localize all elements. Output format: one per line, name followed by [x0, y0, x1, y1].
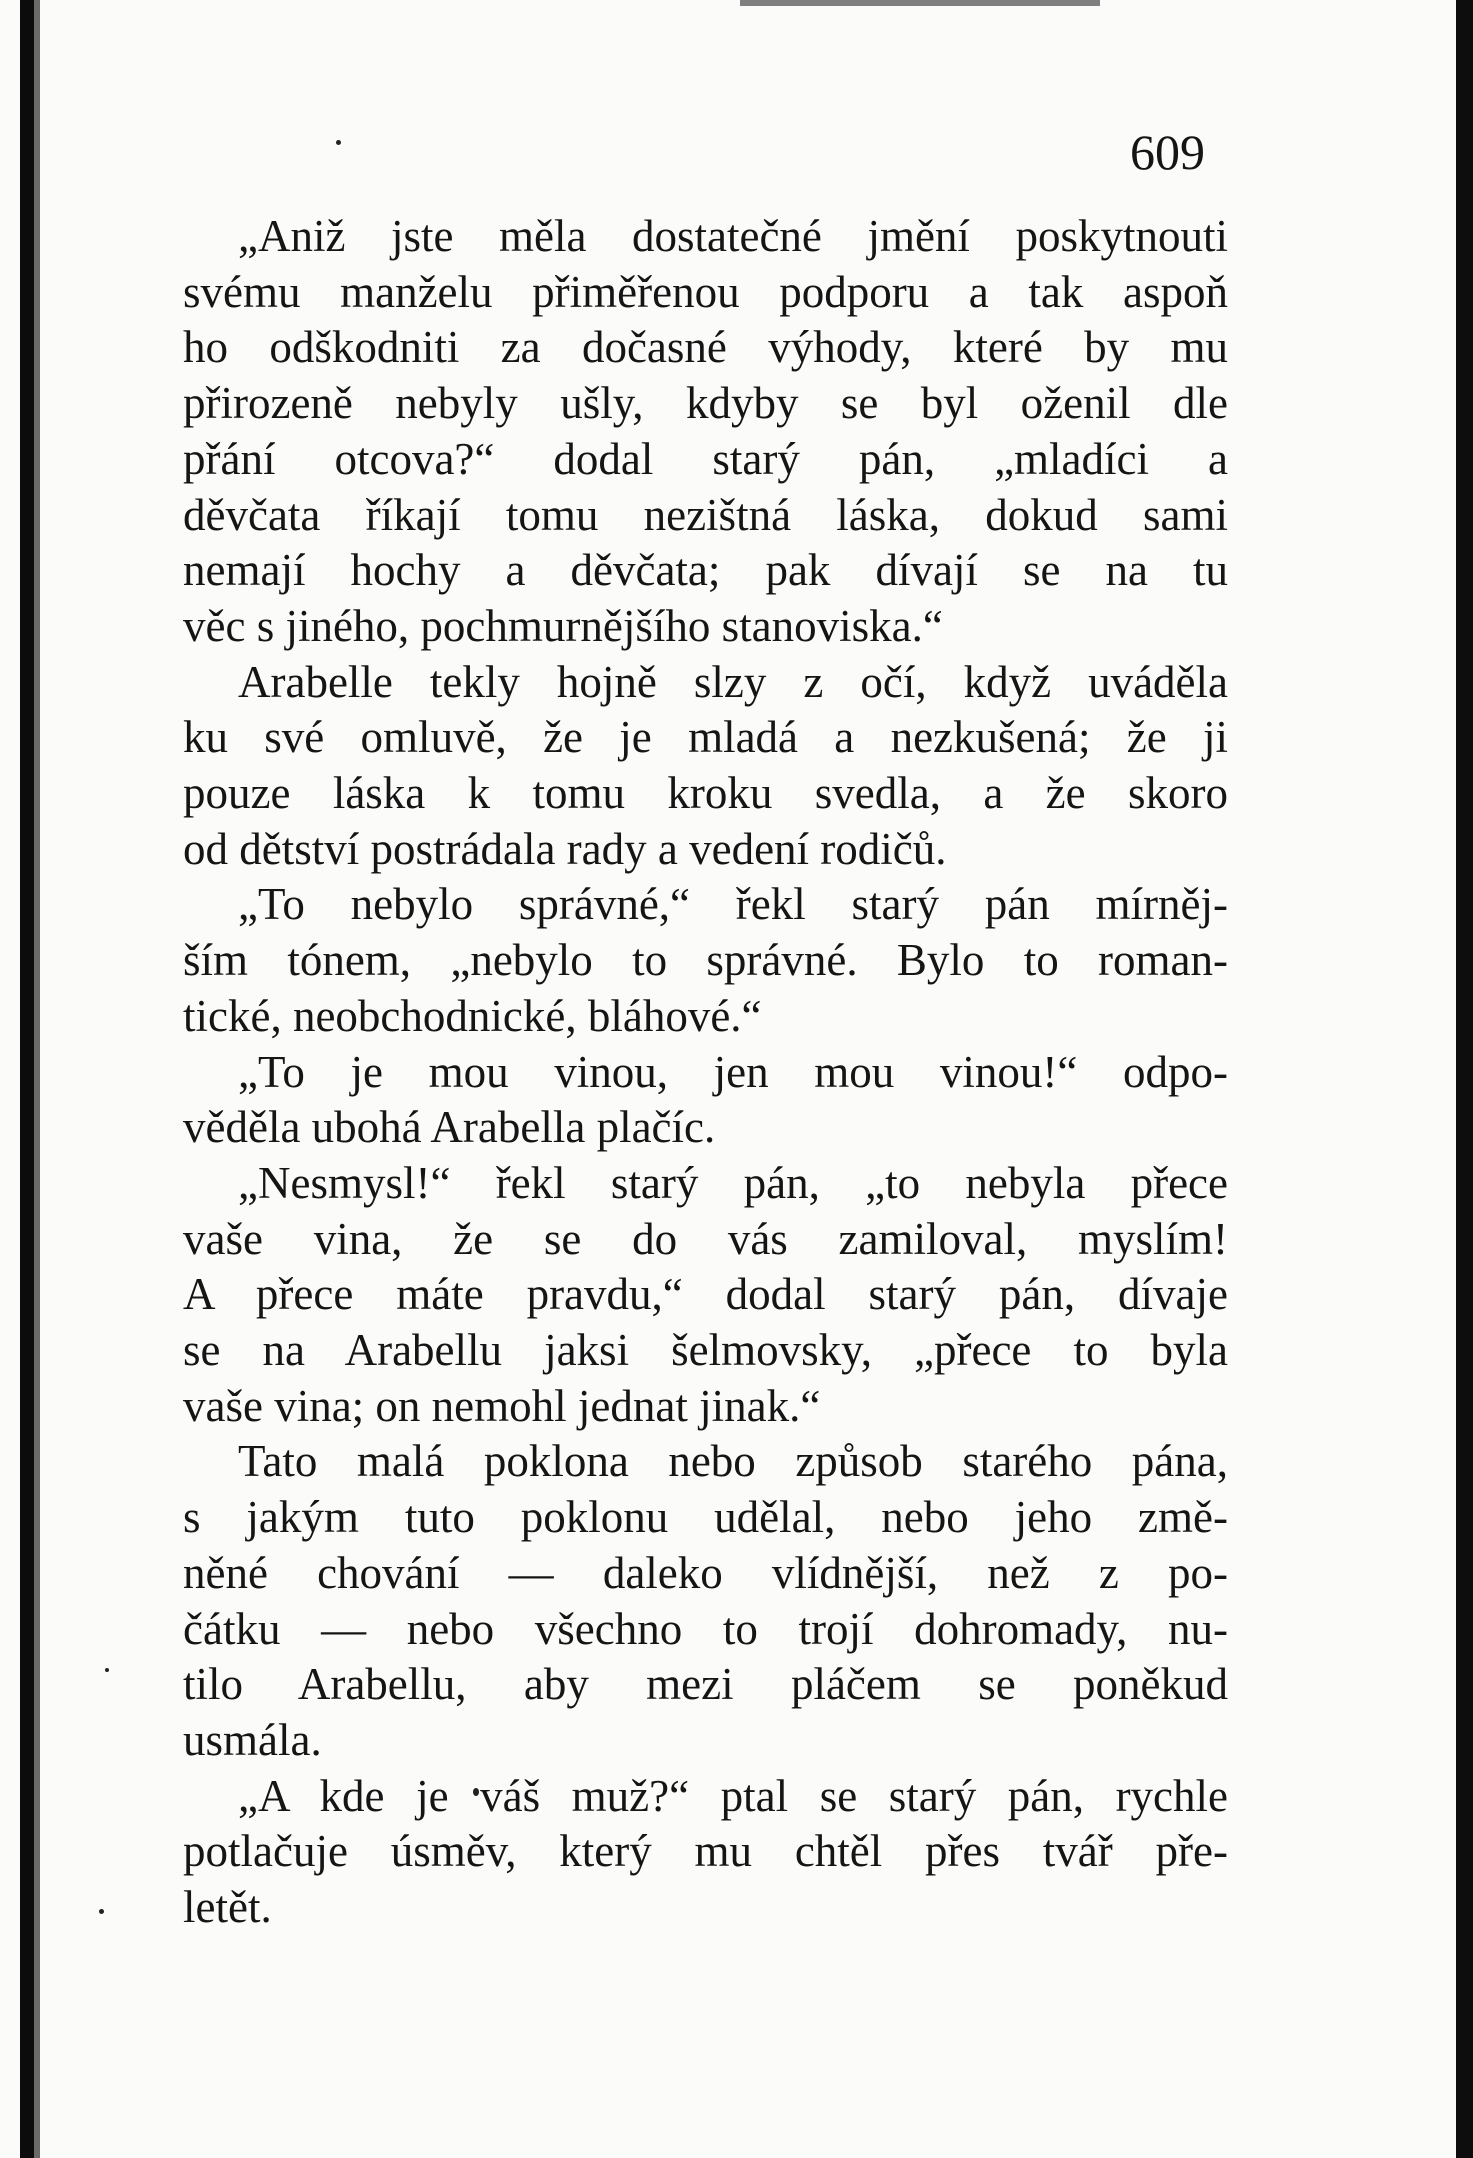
text-line: Arabelle tekly hojně slzy z očí, když uváděla: [238, 656, 1228, 707]
text-line: děvčata říkají tomu nezištná láska, dokud sami: [183, 489, 1228, 540]
dust-speck: [99, 1909, 104, 1914]
text-line: „Nesmysl!“ řekl starý pán, „to nebyla přece: [238, 1157, 1228, 1208]
text-line: nemají hochy a děvčata; pak dívají se na tu: [183, 545, 1228, 596]
text-line: něné chování — daleko vlídnější, než z po-: [183, 1547, 1228, 1598]
text-line: Tato malá poklona nebo způsob starého pána,: [238, 1436, 1228, 1487]
dust-speck: [336, 140, 341, 145]
text-line: „To nebylo správné,“ řekl starý pán mírněj-: [238, 879, 1228, 930]
text-line: „Aniž jste měla dostatečné jmění poskytnouti: [238, 211, 1228, 261]
dust-speck: [105, 1668, 109, 1672]
text-line: věděla ubohá Arabella plačíc.: [183, 1102, 716, 1153]
page-number: 609: [1130, 124, 1205, 180]
text-line: vaše vina, že se do vás zamiloval, myslím!: [183, 1213, 1228, 1264]
text-line: tilo Arabellu, aby mezi pláčem se poněkud: [183, 1659, 1228, 1710]
text-line: „A kde je váš muž?“ ptal se starý pán, rychle: [238, 1770, 1228, 1821]
text-line: od dětství postrádala rady a vedení rodičů.: [183, 823, 947, 874]
page-edge-right: [1456, 0, 1473, 2158]
text-line: pouze láska k tomu kroku svedla, a že skoro: [183, 768, 1228, 818]
text-line: ho odškodniti za dočasné výhody, které by mu: [183, 322, 1228, 373]
text-line: svému manželu přiměřenou podporu a tak aspoň: [183, 266, 1228, 317]
text-line: ku své omluvě, že je mladá a nezkušená; že ji: [183, 712, 1228, 763]
page-edge-left: [20, 0, 34, 2158]
text-line: přirozeně nebyly ušly, kdyby se byl oženil dle: [183, 378, 1228, 429]
text-line: letět.: [183, 1882, 272, 1932]
text-line: A přece máte pravdu,“ dodal starý pán, dívaje: [183, 1269, 1228, 1320]
page-edge-shadow: [34, 0, 40, 2158]
text-line: tické, neobchodnické, bláhové.“: [183, 990, 762, 1041]
page-edge-top: [740, 0, 1100, 6]
text-line: usmála.: [183, 1714, 322, 1765]
text-line: věc s jiného, pochmurnějšího stanoviska.“: [183, 600, 943, 651]
text-line: čátku — nebo všechno to trojí dohromady, nu-: [183, 1603, 1228, 1654]
text-line: vaše vina; on nemohl jednat jinak.“: [183, 1380, 821, 1431]
text-line: potlačuje úsměv, který mu chtěl přes tvář pře-: [183, 1826, 1228, 1877]
text-line: ším tónem, „nebylo to správné. Bylo to roman-: [183, 935, 1228, 986]
text-line: se na Arabellu jaksi šelmovsky, „přece to byla: [183, 1325, 1228, 1375]
text-line: „To je mou vinou, jen mou vinou!“ odpo-: [238, 1046, 1228, 1097]
text-line: s jakým tuto poklonu udělal, nebo jeho změ-: [183, 1492, 1228, 1543]
text-line: přání otcova?“ dodal starý pán, „mladíci a: [183, 433, 1228, 484]
